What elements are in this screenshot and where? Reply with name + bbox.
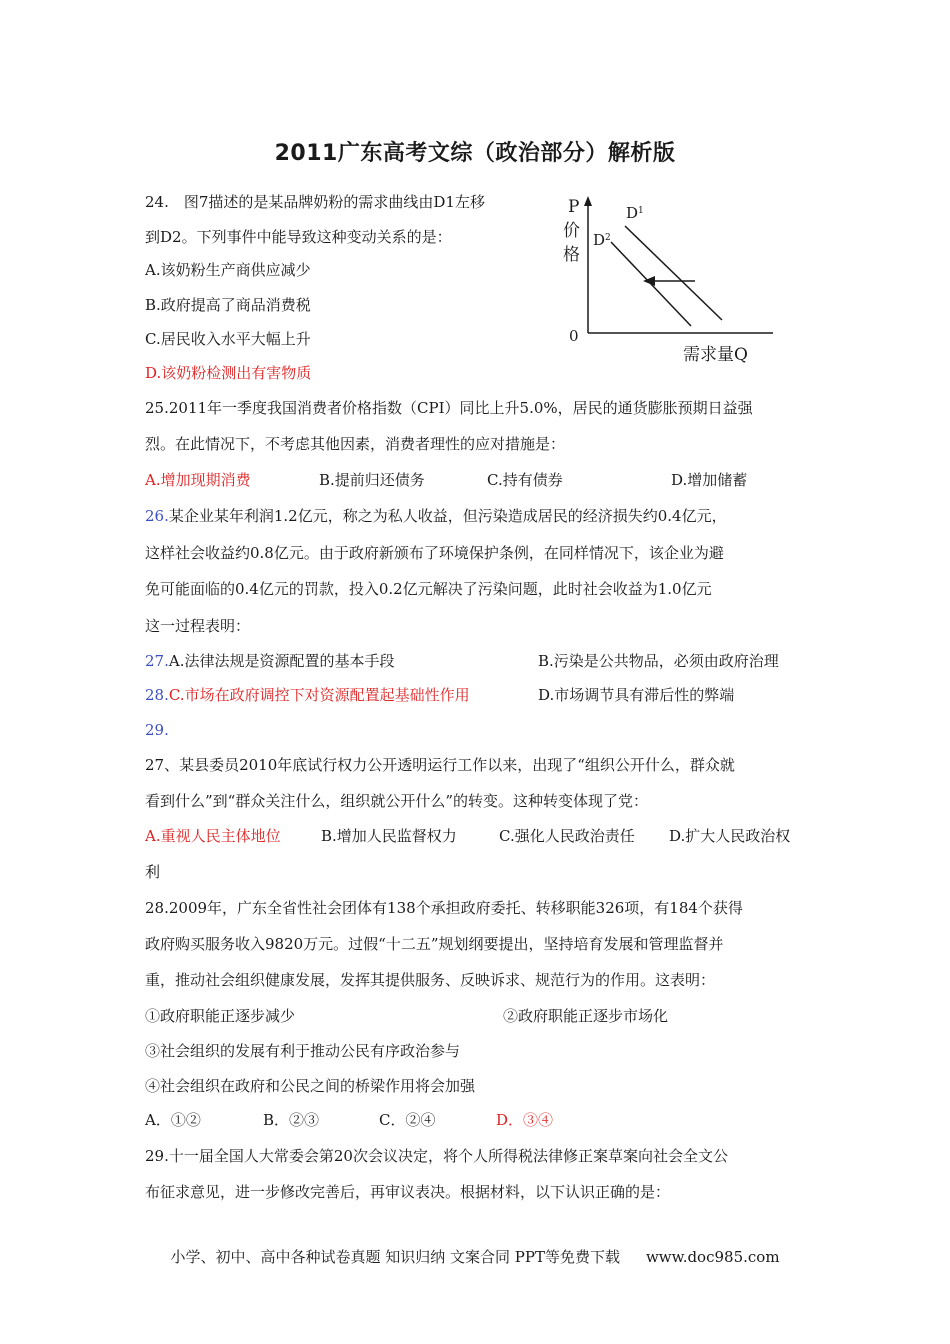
- q26-answer-option-c: C.市场在政府调控下对资源配置起基础性作用: [168, 686, 470, 704]
- price-label-1: 价: [563, 221, 580, 241]
- q25-stem-line1: 25.2011年一季度我国消费者价格指数（CPI）同比上升5.0%，居民的通货膨胀预期日益强: [145, 399, 753, 417]
- q25-option-b: B.提前归还债务: [319, 471, 425, 489]
- q26-option-b: B.污染是公共物品，必须由政府治理: [538, 652, 779, 670]
- q26-stem-line4: 这一过程表明：: [145, 617, 251, 635]
- q26-options-row2: [145, 685, 734, 705]
- q26-option-a-group: [145, 651, 538, 671]
- q26-list-number-28: 28.: [145, 686, 169, 704]
- q25-answer-option-a: A.增加现期消费: [145, 471, 251, 489]
- q25-option-c: C.持有债券: [487, 471, 563, 489]
- d2-label: $D^2$: [593, 231, 611, 249]
- q24-option-a: A.该奶粉生产商供应减少: [145, 261, 311, 279]
- q28-options: [145, 1110, 553, 1130]
- q26-option-a: A.法律法规是资源配置的基本手段: [168, 652, 395, 670]
- q24-option-b: B.政府提高了商品消费税: [145, 296, 311, 314]
- p-label: P: [568, 197, 580, 217]
- q28-answer-option-d: D．③④: [496, 1111, 554, 1129]
- q26-stem-line2: 这样社会收益约0.8亿元。由于政府新颁布了环境保护条例，在同样情况下，该企业为避: [145, 544, 724, 562]
- q28-items-row1: [145, 1006, 668, 1026]
- q26-stem-line1: [145, 506, 727, 526]
- q26-list-number-27: 27.: [145, 652, 169, 670]
- q28-stem-line2: 政府购买服务收入9820万元。过假“十二五”规划纲要提出，坚持培育发展和管理监督并: [145, 935, 724, 953]
- q24-answer-option-d: D.该奶粉检测出有害物质: [145, 364, 312, 382]
- q25-options: [145, 470, 747, 490]
- q27-stem-line2: 看到什么”到“群众关注什么，组织就公开什么”的转变。这种转变体现了党：: [145, 792, 649, 810]
- d1-label: $D^1$: [626, 204, 644, 222]
- q28-item-4: ④社会组织在政府和公民之间的桥梁作用将会加强: [145, 1077, 476, 1095]
- origin-label: 0: [569, 327, 579, 345]
- q28-option-b: B．②③: [263, 1111, 320, 1129]
- page-title: 2011广东高考文综（政治部分）解析版: [274, 141, 676, 166]
- q27-option-b: B.增加人民监督权力: [321, 827, 457, 845]
- q29-stem-line1: 29.十一届全国人大常委会第20次会议决定，将个人所得税法律修正案草案向社会全文公: [145, 1147, 728, 1165]
- q29-stem-line2: 布征求意见，进一步修改完善后，再审议表决。根据材料，以下认识正确的是：: [145, 1183, 671, 1201]
- page-footer: [0, 1246, 950, 1267]
- q26-number: 26.: [145, 507, 169, 525]
- q26-stem-line3: 免可能面临的0.4亿元的罚款，投入0.2亿元解决了污染问题，此时社会收益为1.0亿元: [145, 580, 712, 598]
- q26-list-number-29: 29.: [145, 721, 169, 739]
- demand-curve-figure: [555, 190, 785, 370]
- q27-option-d: D.扩大人民政治权: [669, 827, 791, 845]
- q25-stem-line2: 烈。在此情况下，不考虑其他因素，消费者理性的应对措施是：: [145, 435, 566, 453]
- q27-answer-option-a: A.重视人民主体地位: [145, 827, 281, 845]
- y-axis-arrow: [584, 196, 592, 206]
- q27-option-d-cont: 利: [145, 863, 161, 881]
- footer-url[interactable]: www.doc985.com: [645, 1248, 780, 1266]
- q28-item-2: ②政府职能正逐步市场化: [503, 1007, 669, 1025]
- q27-stem-line1: 27、某县委员2010年底试行权力公开透明运行工作以来，出现了“组织公开什么，群众就: [145, 756, 735, 774]
- q26-option-c-group: [145, 685, 538, 705]
- q27-option-c: C.强化人民政治责任: [499, 827, 635, 845]
- q26-options-row1: [145, 651, 779, 671]
- q28-item-3: ③社会组织的发展有利于推动公民有序政治参与: [145, 1042, 461, 1060]
- q26-text: 某企业某年利润1.2亿元，称之为私人收益，但污染造成居民的经济损失约0.4亿元，: [168, 507, 727, 525]
- q28-item-1: ①政府职能正逐步减少: [145, 1007, 296, 1025]
- q26-option-d: D.市场调节具有滞后性的弊端: [538, 686, 735, 704]
- q28-stem-line1: 28.2009年，广东全省性社会团体有138个承担政府委托、转移职能326项，有184个获得: [145, 899, 743, 917]
- q25-option-d: D.增加储蓄: [671, 471, 748, 489]
- q28-option-a: A．①②: [145, 1111, 201, 1129]
- footer-text: 小学、初中、高中各种试卷真题 知识归纳 文案合同 PPT等免费下载: [170, 1248, 620, 1266]
- q27-options: [145, 826, 790, 846]
- price-label-2: 格: [563, 245, 580, 265]
- q24-stem-line2: 到D2。下列事件中能导致这种变动关系的是：: [145, 228, 452, 246]
- q24-stem-line1: 24. 图7描述的是某品牌奶粉的需求曲线由D1左移: [145, 193, 485, 211]
- q28-option-c: C．②④: [379, 1111, 436, 1129]
- q24-option-c: C.居民收入水平大幅上升: [145, 330, 311, 348]
- x-axis-label: 需求量Q: [683, 345, 748, 365]
- q28-stem-line3: 重，推动社会组织健康发展，发挥其提供服务、反映诉求、规范行为的作用。这表明：: [145, 971, 716, 989]
